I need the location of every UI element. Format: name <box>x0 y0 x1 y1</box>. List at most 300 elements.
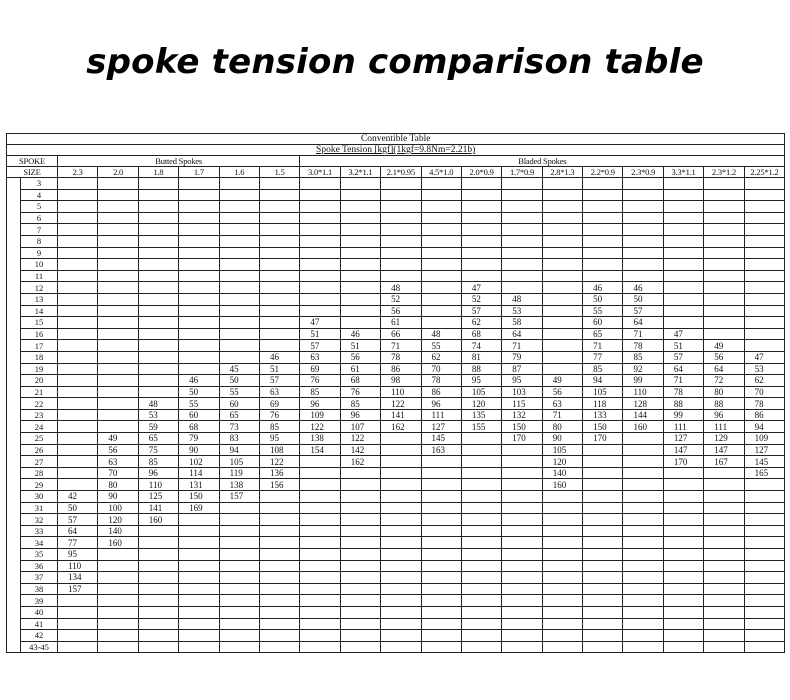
tension-cell <box>138 641 178 653</box>
tension-cell <box>744 305 785 317</box>
tension-cell: 96 <box>138 467 178 479</box>
tension-cell <box>421 235 461 247</box>
table-row <box>7 247 785 259</box>
tension-cell <box>340 247 380 259</box>
tension-cell: 85 <box>138 456 178 468</box>
column-header: 2.3*0.9 <box>623 167 663 178</box>
reading-cell: 25 <box>21 433 58 445</box>
tension-cell <box>259 340 299 352</box>
tension-cell: 85 <box>300 386 340 398</box>
tension-cell <box>219 618 259 630</box>
reading-cell: 36 <box>21 560 58 572</box>
tension-cell <box>583 189 623 201</box>
tension-cell <box>623 549 663 561</box>
tension-cell <box>663 549 703 561</box>
size-label: SIZE <box>7 167 58 178</box>
tension-cell: 57 <box>259 375 299 387</box>
tension-cell <box>300 456 340 468</box>
tension-cell <box>421 525 461 537</box>
tension-cell: 86 <box>421 386 461 398</box>
tension-cell: 76 <box>340 386 380 398</box>
table-row <box>7 224 785 236</box>
tension-cell: 56 <box>340 351 380 363</box>
tension-cell <box>340 479 380 491</box>
tension-cell: 170 <box>502 433 542 445</box>
tension-cell: 142 <box>340 444 380 456</box>
tension-cell <box>542 189 582 201</box>
tension-cell: 57 <box>300 340 340 352</box>
tension-cell <box>259 595 299 607</box>
tension-table-container <box>6 133 784 653</box>
tension-cell <box>300 525 340 537</box>
tension-cell: 49 <box>542 375 582 387</box>
reading-cell: 19 <box>21 363 58 375</box>
tension-cell <box>623 201 663 213</box>
tension-cell <box>138 351 178 363</box>
tension-cell <box>461 479 501 491</box>
tension-cell <box>300 618 340 630</box>
tension-cell: 96 <box>300 398 340 410</box>
table-row <box>7 514 785 526</box>
tension-cell <box>138 178 178 190</box>
tension-cell <box>663 189 703 201</box>
tension-cell <box>502 479 542 491</box>
tension-cell <box>542 549 582 561</box>
tension-cell <box>542 525 582 537</box>
tension-cell: 50 <box>583 293 623 305</box>
tension-cell <box>381 433 421 445</box>
tension-cell <box>704 235 744 247</box>
table-row <box>7 212 785 224</box>
tension-cell: 53 <box>502 305 542 317</box>
tension-cell: 51 <box>300 328 340 340</box>
tension-cell <box>259 606 299 618</box>
tension-cell: 64 <box>623 317 663 329</box>
tension-cell: 87 <box>502 363 542 375</box>
tension-cell: 170 <box>663 456 703 468</box>
tension-cell <box>340 618 380 630</box>
tension-cell <box>219 630 259 642</box>
tension-cell <box>58 235 98 247</box>
tension-cell: 45 <box>219 363 259 375</box>
tension-cell: 56 <box>381 305 421 317</box>
subcaption-row <box>7 145 785 156</box>
tension-cell: 48 <box>381 282 421 294</box>
tension-cell <box>58 444 98 456</box>
column-header: 2.2*0.9 <box>583 167 623 178</box>
tension-cell <box>219 212 259 224</box>
tension-cell <box>744 224 785 236</box>
tension-cell <box>704 606 744 618</box>
tension-cell: 96 <box>704 409 744 421</box>
tension-cell <box>58 398 98 410</box>
tension-cell <box>542 537 582 549</box>
tension-cell <box>259 317 299 329</box>
tension-cell <box>461 491 501 503</box>
tension-cell <box>542 212 582 224</box>
tension-cell <box>623 606 663 618</box>
tension-cell <box>138 247 178 259</box>
tension-cell <box>461 270 501 282</box>
tension-cell: 51 <box>259 363 299 375</box>
tension-cell <box>663 491 703 503</box>
tension-cell <box>300 293 340 305</box>
tension-cell <box>259 549 299 561</box>
tension-cell <box>744 525 785 537</box>
tension-cell <box>623 491 663 503</box>
tension-cell <box>219 328 259 340</box>
tension-cell <box>704 583 744 595</box>
tension-cell <box>623 467 663 479</box>
tension-cell <box>219 351 259 363</box>
table-row <box>7 502 785 514</box>
tension-cell <box>58 201 98 213</box>
tension-cell <box>744 270 785 282</box>
tension-cell <box>502 282 542 294</box>
tension-cell <box>219 502 259 514</box>
tension-cell <box>138 537 178 549</box>
tension-cell <box>98 618 138 630</box>
tension-cell <box>461 235 501 247</box>
tension-cell: 90 <box>179 444 219 456</box>
reading-cell: 32 <box>21 514 58 526</box>
tension-cell <box>300 537 340 549</box>
table-row <box>7 317 785 329</box>
tension-cell <box>179 641 219 653</box>
tension-cell <box>340 224 380 236</box>
tension-cell: 55 <box>179 398 219 410</box>
tension-cell <box>138 305 178 317</box>
tension-cell <box>58 363 98 375</box>
tension-cell <box>542 178 582 190</box>
tension-cell <box>542 235 582 247</box>
column-header: 2.3*1.2 <box>704 167 744 178</box>
tension-cell <box>502 606 542 618</box>
reading-cell: 39 <box>21 595 58 607</box>
tension-cell: 72 <box>704 375 744 387</box>
table-row <box>7 630 785 642</box>
tension-cell <box>179 305 219 317</box>
tension-cell <box>219 340 259 352</box>
tension-cell <box>219 201 259 213</box>
tension-cell: 105 <box>542 444 582 456</box>
tension-cell <box>461 433 501 445</box>
table-row <box>7 375 785 387</box>
reading-cell: 23 <box>21 409 58 421</box>
tension-cell <box>461 549 501 561</box>
tension-cell <box>704 630 744 642</box>
tension-cell <box>98 201 138 213</box>
tension-cell: 118 <box>583 398 623 410</box>
reading-cell: 18 <box>21 351 58 363</box>
table-caption: Conventible Table <box>7 134 785 145</box>
tension-cell <box>542 630 582 642</box>
tension-cell <box>663 537 703 549</box>
bladed-spokes-header: Bladed Spokes <box>300 156 785 167</box>
tension-cell <box>744 212 785 224</box>
tension-cell: 70 <box>98 467 138 479</box>
tension-cell <box>623 444 663 456</box>
tension-cell <box>58 178 98 190</box>
tension-cell <box>219 549 259 561</box>
tension-cell: 69 <box>259 398 299 410</box>
tension-cell: 105 <box>219 456 259 468</box>
tension-cell <box>259 235 299 247</box>
tension-cell <box>502 212 542 224</box>
tension-cell <box>138 340 178 352</box>
table-row <box>7 433 785 445</box>
tension-cell <box>381 247 421 259</box>
tension-cell: 140 <box>542 467 582 479</box>
tension-cell: 157 <box>58 583 98 595</box>
tension-cell: 70 <box>421 363 461 375</box>
tension-cell <box>58 351 98 363</box>
tension-cell <box>623 583 663 595</box>
tension-cell <box>381 572 421 584</box>
tension-cell <box>381 595 421 607</box>
table-row <box>7 293 785 305</box>
tension-cell <box>340 560 380 572</box>
tension-cell <box>461 247 501 259</box>
tension-cell <box>502 618 542 630</box>
tension-cell <box>98 178 138 190</box>
tension-cell <box>138 259 178 271</box>
tension-cell <box>98 560 138 572</box>
tension-cell <box>300 189 340 201</box>
tension-cell <box>542 270 582 282</box>
tension-cell <box>179 340 219 352</box>
tension-cell <box>138 525 178 537</box>
tension-cell: 160 <box>542 479 582 491</box>
tension-cell: 48 <box>421 328 461 340</box>
tension-cell <box>421 502 461 514</box>
tension-cell: 122 <box>300 421 340 433</box>
tension-cell <box>300 467 340 479</box>
tension-cell <box>219 525 259 537</box>
tension-cell <box>663 606 703 618</box>
tension-cell: 68 <box>461 328 501 340</box>
tension-cell <box>381 456 421 468</box>
tension-cell <box>58 479 98 491</box>
table-row <box>7 491 785 503</box>
tension-cell <box>421 178 461 190</box>
tension-cell <box>58 641 98 653</box>
table-row <box>7 583 785 595</box>
tension-cell: 109 <box>300 409 340 421</box>
tension-cell <box>502 630 542 642</box>
tension-cell: 95 <box>502 375 542 387</box>
tension-cell <box>58 270 98 282</box>
tension-cell <box>98 189 138 201</box>
tension-cell <box>300 224 340 236</box>
table-row <box>7 479 785 491</box>
tension-cell <box>381 641 421 653</box>
tension-cell: 88 <box>704 398 744 410</box>
tension-cell <box>219 270 259 282</box>
tension-cell <box>179 525 219 537</box>
tension-cell: 109 <box>744 433 785 445</box>
tension-cell <box>219 235 259 247</box>
tension-cell <box>340 259 380 271</box>
tension-cell <box>259 328 299 340</box>
tension-cell <box>583 479 623 491</box>
column-header: 1.7*0.9 <box>502 167 542 178</box>
tension-cell <box>461 444 501 456</box>
tension-cell <box>542 618 582 630</box>
tension-cell <box>623 560 663 572</box>
tension-cell <box>704 224 744 236</box>
tension-cell <box>219 583 259 595</box>
tension-cell <box>259 293 299 305</box>
tension-cell <box>663 479 703 491</box>
tension-cell <box>744 641 785 653</box>
tension-cell <box>421 572 461 584</box>
column-header: 3.2*1.1 <box>340 167 380 178</box>
tension-cell: 86 <box>381 363 421 375</box>
tension-cell: 50 <box>219 375 259 387</box>
tension-cell: 69 <box>300 363 340 375</box>
reading-cell: 12 <box>21 282 58 294</box>
tension-cell <box>340 305 380 317</box>
tension-cell <box>583 549 623 561</box>
tension-cell <box>381 560 421 572</box>
tension-cell: 163 <box>421 444 461 456</box>
tension-cell: 155 <box>461 421 501 433</box>
tension-cell: 74 <box>461 340 501 352</box>
reading-cell: 16 <box>21 328 58 340</box>
tension-cell: 138 <box>219 479 259 491</box>
tension-cell <box>663 572 703 584</box>
tension-cell <box>502 235 542 247</box>
tension-cell: 105 <box>583 386 623 398</box>
tension-cell: 162 <box>381 421 421 433</box>
tension-cell <box>300 583 340 595</box>
reading-cell: 17 <box>21 340 58 352</box>
tension-cell <box>179 572 219 584</box>
tension-cell: 76 <box>300 375 340 387</box>
tension-cell <box>98 572 138 584</box>
tension-cell: 150 <box>583 421 623 433</box>
tension-cell <box>381 618 421 630</box>
tension-cell <box>461 572 501 584</box>
tension-cell: 58 <box>502 317 542 329</box>
table-row <box>7 444 785 456</box>
tension-cell <box>663 212 703 224</box>
tension-cell <box>179 514 219 526</box>
tension-cell: 165 <box>744 467 785 479</box>
tension-cell <box>744 259 785 271</box>
tension-cell <box>704 537 744 549</box>
tension-cell <box>502 178 542 190</box>
tension-cell <box>259 502 299 514</box>
tension-cell <box>704 317 744 329</box>
tension-cell <box>744 618 785 630</box>
tension-cell <box>542 282 582 294</box>
tension-cell <box>744 189 785 201</box>
tension-cell <box>663 525 703 537</box>
tension-cell <box>542 305 582 317</box>
tension-cell <box>340 630 380 642</box>
tension-cell <box>744 293 785 305</box>
page-title: spoke tension comparison table <box>86 42 704 82</box>
tension-cell <box>179 201 219 213</box>
tension-cell <box>583 270 623 282</box>
tension-cell <box>259 224 299 236</box>
tension-cell <box>179 235 219 247</box>
tension-cell <box>138 549 178 561</box>
tension-cell: 150 <box>179 491 219 503</box>
tension-cell <box>58 375 98 387</box>
tension-cell <box>704 549 744 561</box>
tension-cell: 57 <box>623 305 663 317</box>
tension-cell <box>502 491 542 503</box>
tension-cell <box>663 235 703 247</box>
reading-cell: 20 <box>21 375 58 387</box>
tension-cell <box>340 595 380 607</box>
tension-cell <box>623 641 663 653</box>
tension-cell <box>179 282 219 294</box>
tension-cell <box>421 641 461 653</box>
tension-cell <box>421 259 461 271</box>
tension-cell <box>704 572 744 584</box>
tension-cell <box>461 467 501 479</box>
tension-cell <box>138 560 178 572</box>
tension-cell <box>704 189 744 201</box>
tension-cell <box>542 328 582 340</box>
tension-cell <box>502 456 542 468</box>
tension-cell <box>542 641 582 653</box>
table-row <box>7 595 785 607</box>
reading-cell: 30 <box>21 491 58 503</box>
tension-cell <box>421 247 461 259</box>
tension-cell <box>179 317 219 329</box>
tension-cell: 71 <box>542 409 582 421</box>
tension-cell <box>340 572 380 584</box>
tension-cell <box>542 606 582 618</box>
tension-cell: 90 <box>542 433 582 445</box>
tension-cell <box>663 595 703 607</box>
tension-cell <box>461 201 501 213</box>
table-row <box>7 641 785 653</box>
tension-cell: 61 <box>381 317 421 329</box>
tension-cell <box>179 189 219 201</box>
tension-cell: 50 <box>58 502 98 514</box>
tension-cell: 78 <box>421 375 461 387</box>
tension-cell <box>138 282 178 294</box>
tension-cell <box>461 606 501 618</box>
tension-cell: 147 <box>704 444 744 456</box>
tension-cell <box>421 618 461 630</box>
tension-cell <box>542 317 582 329</box>
tension-cell <box>219 305 259 317</box>
tension-cell <box>461 456 501 468</box>
tension-cell <box>138 212 178 224</box>
tension-cell: 59 <box>138 421 178 433</box>
tension-cell: 140 <box>98 525 138 537</box>
tension-cell <box>179 351 219 363</box>
tension-cell <box>663 178 703 190</box>
tension-cell <box>704 595 744 607</box>
tension-cell <box>300 514 340 526</box>
tension-cell <box>381 606 421 618</box>
reading-cell: 28 <box>21 467 58 479</box>
tension-cell: 49 <box>704 340 744 352</box>
reading-cell: 37 <box>21 572 58 584</box>
tension-cell <box>98 421 138 433</box>
tension-cell <box>58 606 98 618</box>
tension-cell: 96 <box>340 409 380 421</box>
reading-cell: 41 <box>21 618 58 630</box>
